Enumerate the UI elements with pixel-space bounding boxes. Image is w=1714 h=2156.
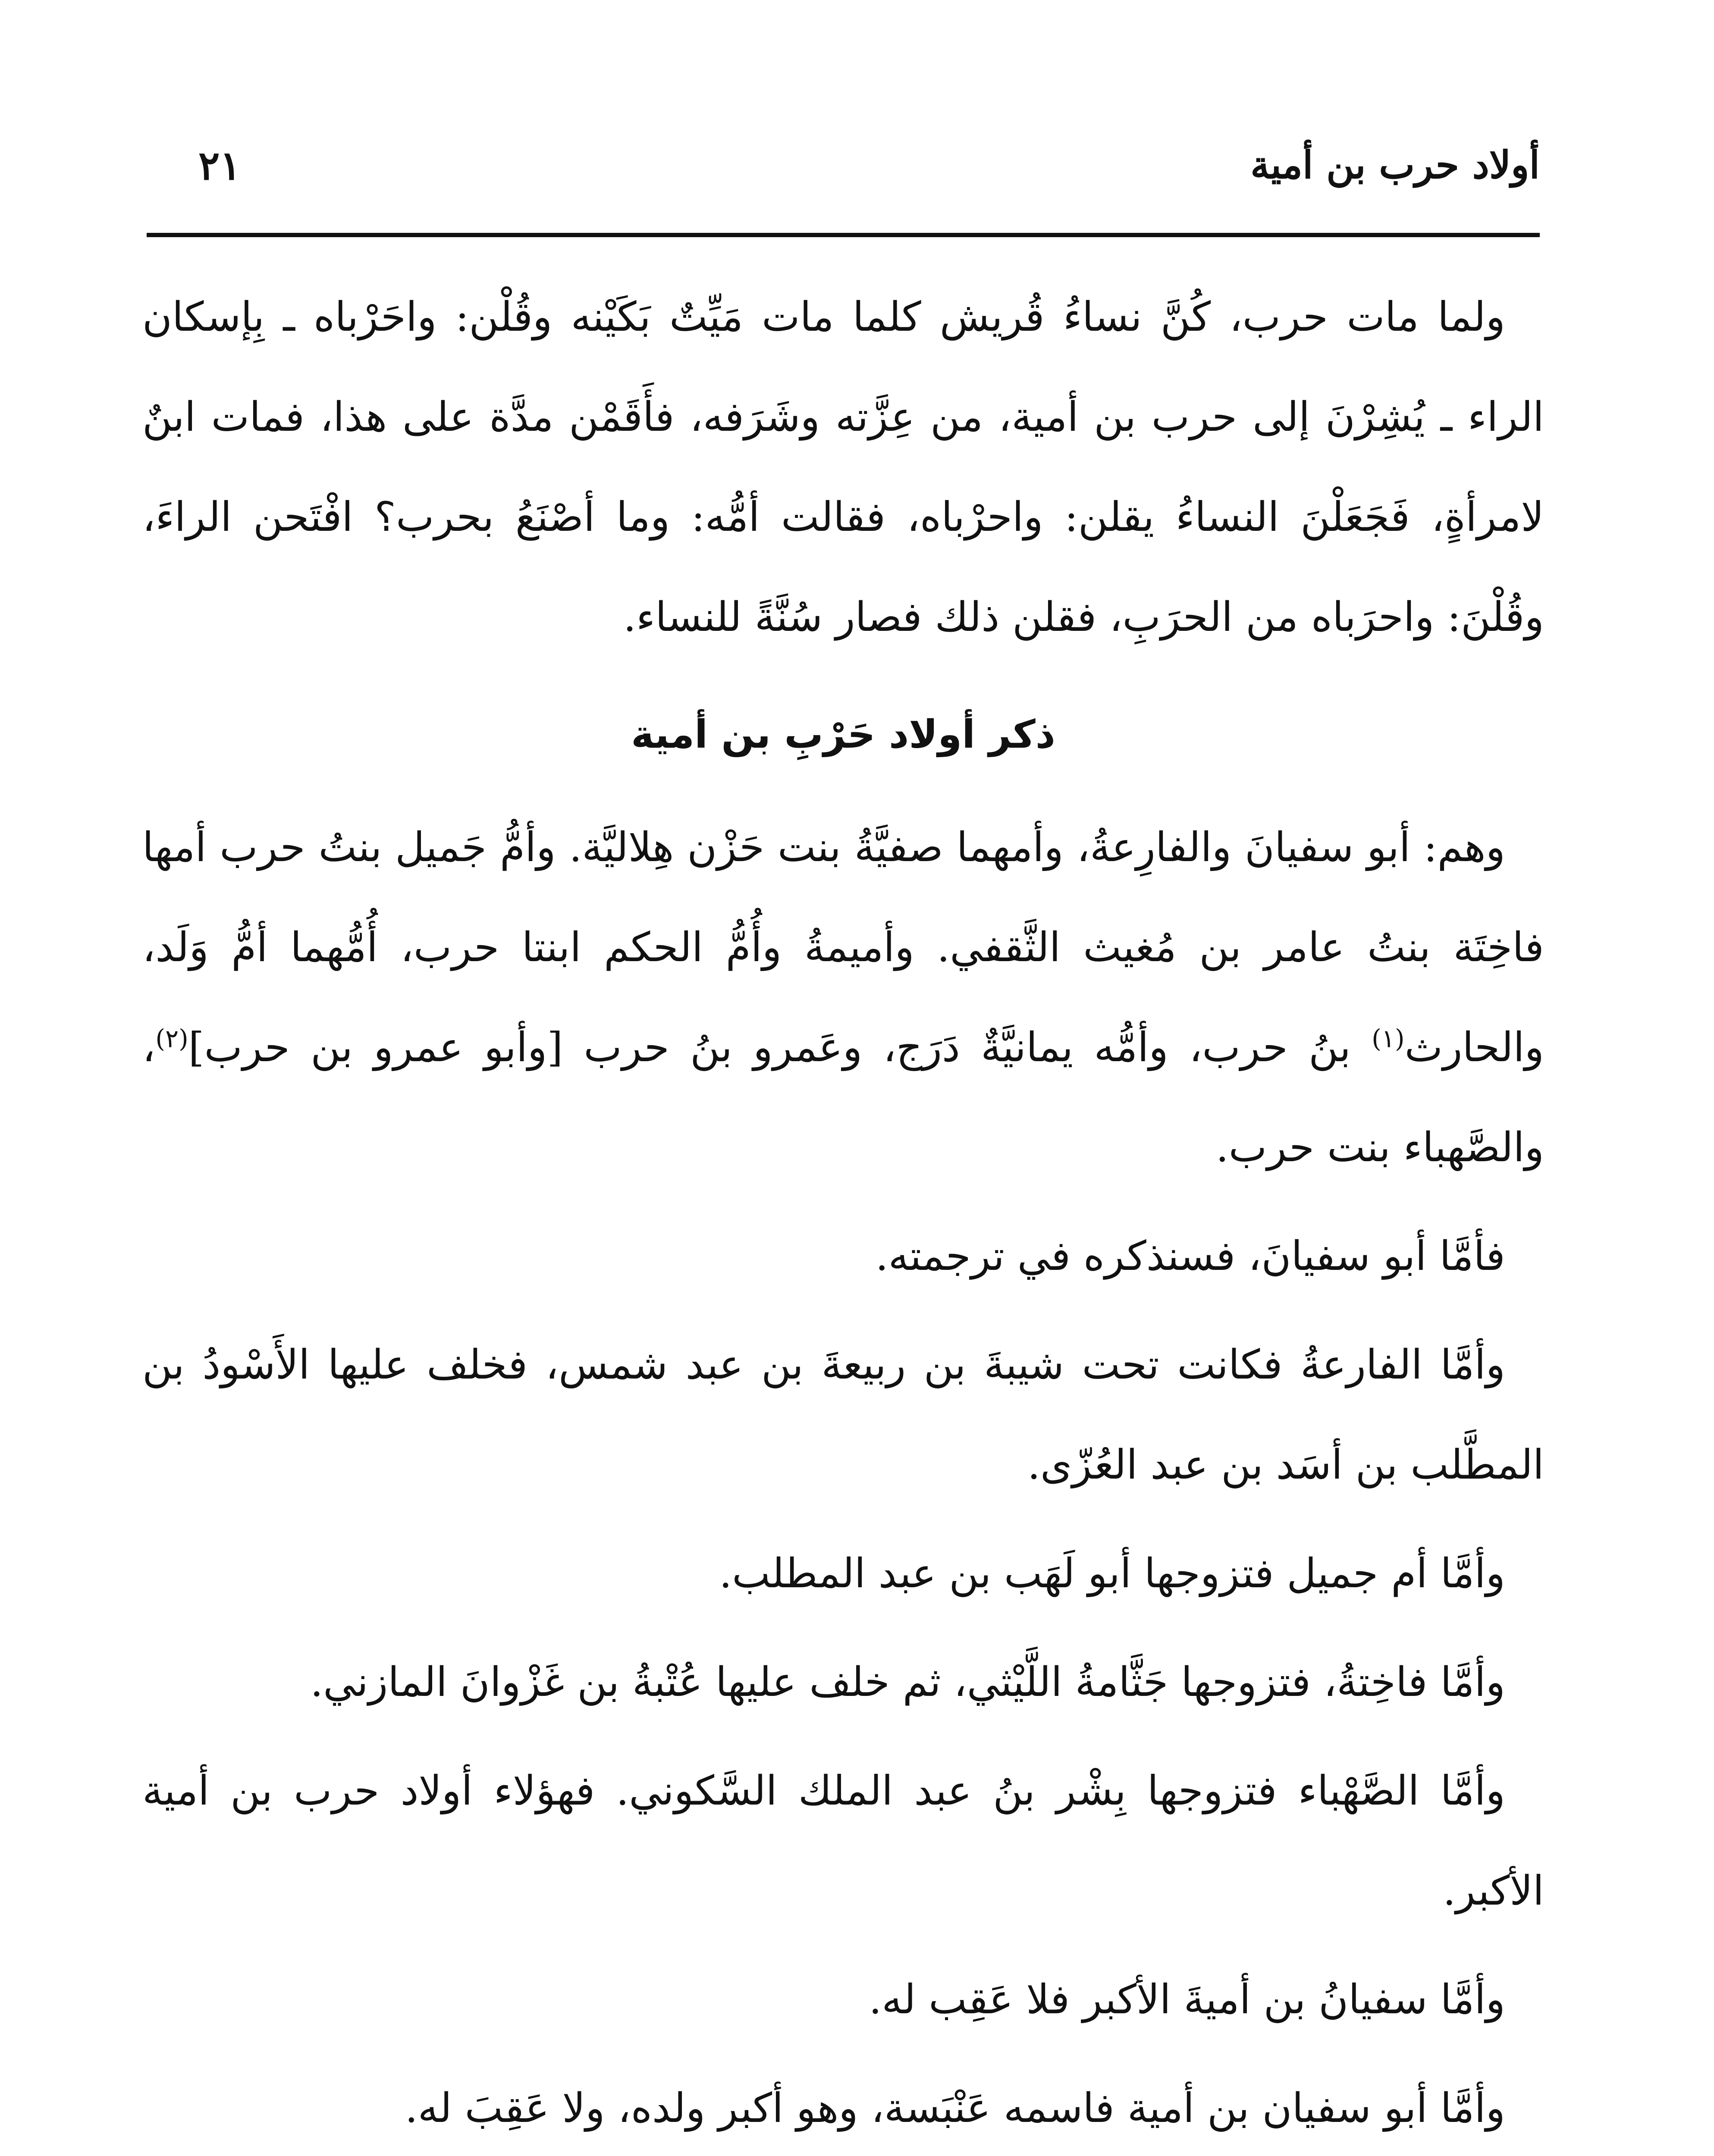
- paragraph-4: وأمَّا الفارعةُ فكانت تحت شيبةَ بن ربيعةَ بن عبد شمس، فخلف عليها الأَسْودُ بن المطَّلب بن أسَد بن عبد العُزّى.: [142, 1341, 1544, 1489]
- paragraph-8: وأمَّا سفيانُ بن أميةَ الأكبر فلا عَقِب له.: [869, 1976, 1505, 2023]
- paragraph-6: وأمَّا فاخِتةُ، فتزوجها جَثَّامةُ اللَّيْثي، ثم خلف عليها عُتْبةُ بن غَزْوانَ المازني.: [310, 1659, 1505, 1706]
- running-title: أولاد حرب بن أمية: [1250, 142, 1540, 187]
- paragraph-2: وهم: أبو سفيانَ والفارِعةُ، وأمهما صفيَّةُ بنت حَزْن هِلاليَّة. وأمُّ جَميل بنتُ حرب أمها فاخِتَة بنتُ عامر بن مُغيث الثَّقفي. وأميمةُ وأُمُّ الحكم ابنتا حرب، أُمُّهما أمُّ وَلَد، والحارث$^{(١)}$ بنُ حرب، وأمُّه يمانيَّةٌ دَرَج، وعَمرو بنُ حرب [وأبو عمرو بن حرب]$^{(٢)}$، والصَّهباء بنت حرب.: [142, 824, 1544, 1171]
- paragraph-3: فأمَّا أبو سفيانَ، فسنذكره في ترجمته.: [875, 1233, 1505, 1280]
- header-rule: [147, 233, 1540, 237]
- paragraph-5: وأمَّا أم جميل فتزوجها أبو لَهَب بن عبد المطلب.: [719, 1550, 1505, 1597]
- paragraph-7: وأمَّا الصَّهْباء فتزوجها بِشْر بنُ عبد الملك السَّكوني. فهؤلاء أولاد حرب بن أمية الأكبر.: [142, 1767, 1544, 1915]
- paragraph-1: ولما مات حرب، كُنَّ نساءُ قُريش كلما مات مَيِّتٌ بَكَيْنه وقُلْن: واحَرْباه ـ بِإسكان الراء ـ يُشِرْنَ إلى حرب بن أمية، من عِزَّته وشَرَفه، فأَقَمْن مدَّة على هذا، فمات ابنٌ لامرأةٍ، فَجَعَلْنَ النساءُ يقلن: واحرْباه، فقالت أمُّه: وما أصْنَعُ بحرب؟ افْتَحن الراءَ، وقُلْنَ: واحرَباه من الحرَبِ، فقلن ذلك فصار سُنَّةً للنساء.: [142, 294, 1544, 641]
- main-text: [142, 267, 1544, 2156]
- page-header: [147, 142, 1540, 207]
- footnote-ref-1[interactable]: (١): [1372, 1024, 1405, 1053]
- footnote-ref-2[interactable]: (٢): [155, 1024, 188, 1053]
- page-number: ٢١: [198, 142, 241, 189]
- paragraph-9: وأمَّا أبو سفيان بن أمية فاسمه عَنْبَسة، وهو أكبر ولده، ولا عَقِبَ له.: [405, 2085, 1505, 2132]
- section-heading: ذكر أولاد حَرْبِ بن أمية: [631, 712, 1055, 757]
